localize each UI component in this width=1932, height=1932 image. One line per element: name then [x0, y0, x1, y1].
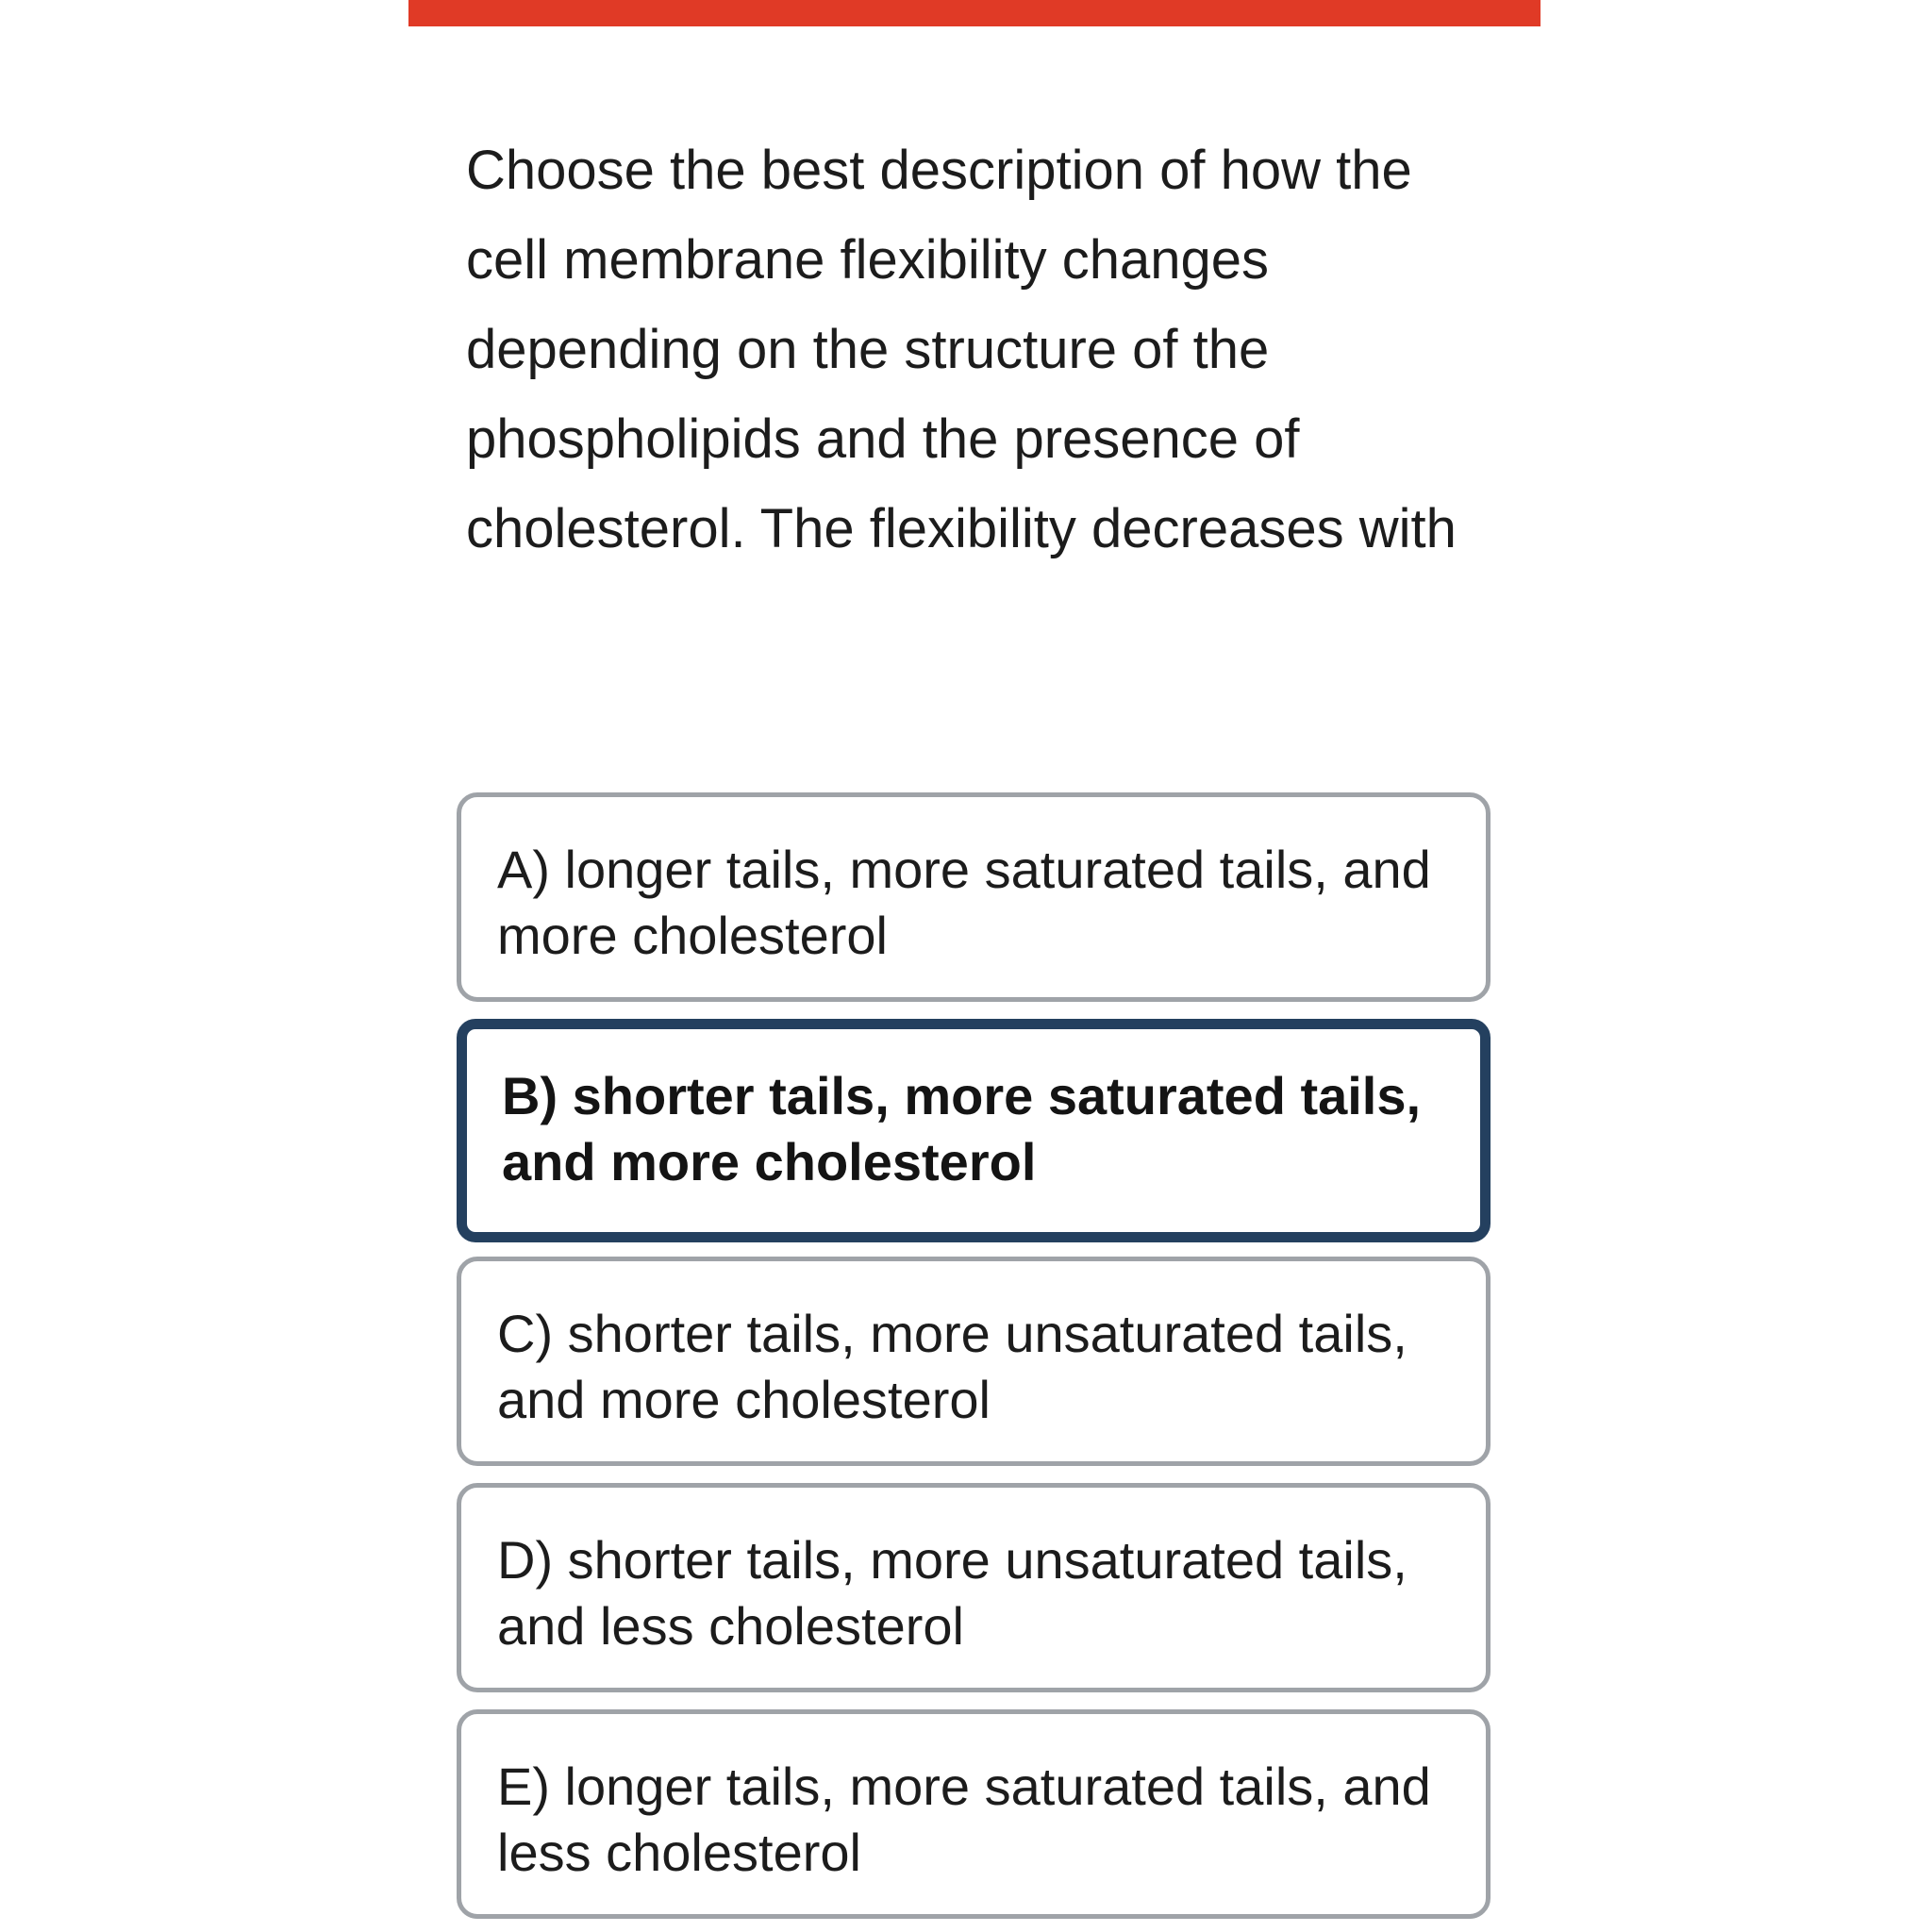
answer-option-b[interactable]	[457, 1019, 1491, 1242]
question-text: Choose the best description of how the cell membrane flexibility changes depending on the structure of the phospholipids and the presence of cholesterol. The flexibility decreases with	[466, 140, 1457, 559]
header-accent-bar	[408, 0, 1541, 26]
answer-option-d[interactable]	[457, 1483, 1491, 1692]
answer-option-c[interactable]	[457, 1257, 1491, 1466]
answer-option-label: E) longer tails, more saturated tails, and less cholesterol	[497, 1757, 1431, 1882]
answer-option-e[interactable]	[457, 1709, 1491, 1919]
answer-option-a[interactable]	[457, 792, 1491, 1002]
answer-option-label: C) shorter tails, more unsaturated tails, and more cholesterol	[497, 1304, 1407, 1429]
answer-option-label: A) longer tails, more saturated tails, and more cholesterol	[497, 840, 1431, 965]
answer-option-label: D) shorter tails, more unsaturated tails, and less cholesterol	[497, 1530, 1407, 1656]
answer-option-label: B) shorter tails, more saturated tails, and more cholesterol	[502, 1066, 1422, 1191]
